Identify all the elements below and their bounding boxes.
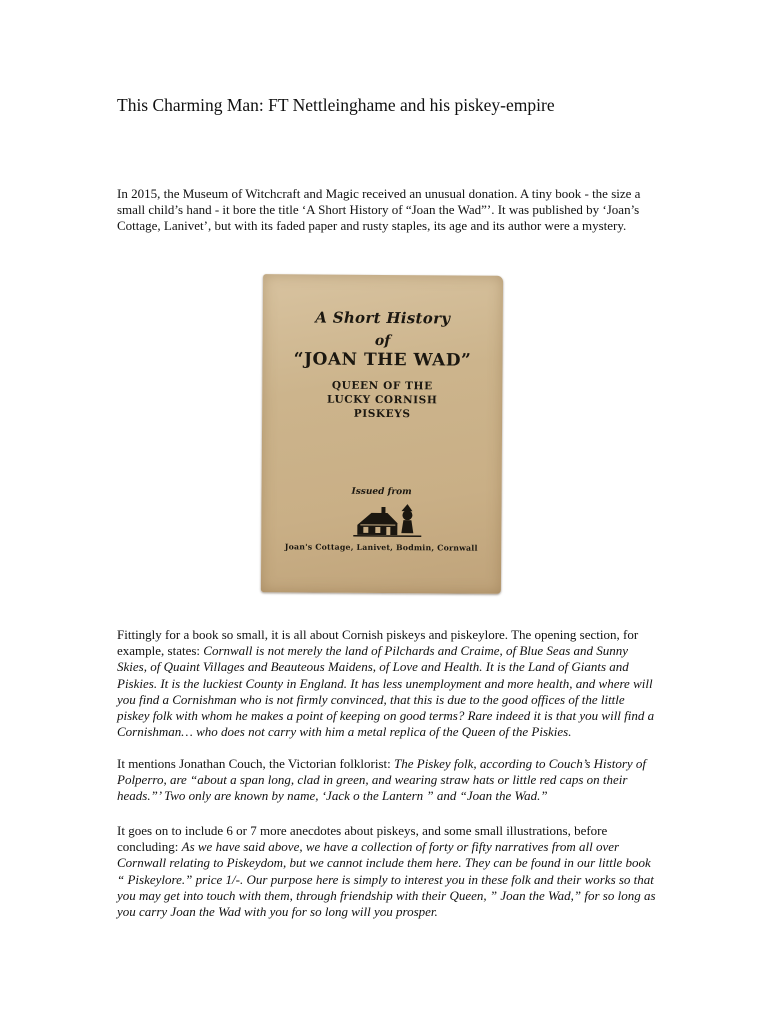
article-title: This Charming Man: FT Nettleinghame and his piskey-empire bbox=[117, 95, 555, 115]
intro-paragraph: In 2015, the Museum of Witchcraft and Magic received an unusual donation. A tiny book - the size a small child’s hand - it bore the title ‘A Short History of “Joan the Wad”’. It was published by ‘Joan’s Cottage, Lanivet’, but with its faded paper and rusty staples, its age and its author were a mystery. bbox=[117, 186, 641, 234]
quotation-text: Cornwall is not merely the land of Pilchards and Craime, of Blue Seas and Sunny Skies, of Quaint Villages and Beauteous Maidens, of Love and Health. It is the Land of Giants and Piskies. It is the luckiest County in England. It has less unemployment and more health, and where will you find a Cornishman who is not firmly convinced, that this is due to the good offices of the little piskey folk with whom he makes a point of keeping on good terms? Rare indeed it is that you will find a Cornishman… who does not carry with him a metal replica of the Queen of the Piskies. bbox=[117, 643, 655, 740]
cottage-illustration-icon bbox=[351, 503, 423, 540]
booklet-issued-from: Issued from bbox=[351, 486, 412, 498]
paragraph-text: It mentions Jonathan Couch, the Victorian folklorist: bbox=[117, 756, 394, 771]
booklet-subtitle: QUEEN OF THE LUCKY CORNISH PISKEYS bbox=[327, 379, 438, 421]
quotation-text: As we have said above, we have a collection of forty or fifty narratives from all over Cornwall relating to Piskeydom, but we cannot include them here. They can be found in our little book “ Piskeylore.” price 1/-. Our purpose here is simply to interest you in these folk and their works so that you may get into touch with them, through friendship with their Queen, ” Joan the Wad,” for so long as you carry Joan the Wad with you for so long will you prosper. bbox=[117, 839, 656, 920]
booklet-photo bbox=[258, 271, 510, 599]
paragraph-conclusion bbox=[117, 823, 657, 920]
paragraph-couch bbox=[117, 756, 657, 805]
quotation-text: The Piskey folk, according to Couch’s History of Polperro, are “about a span long, clad in green, and wearing straw hats or little red caps on their heads.”’ Two only are known by name, ‘Jack o the Lantern ” and “Joan the Wad.” bbox=[117, 756, 647, 804]
paragraph-text: It goes on to include 6 or 7 more anecdotes about piskeys, and some small illustrations, before concluding: bbox=[117, 823, 608, 855]
booklet-cover bbox=[261, 274, 503, 594]
paragraph-opening-section bbox=[117, 627, 657, 740]
booklet-title-line2: of bbox=[374, 332, 391, 350]
booklet-title-line1: A Short History bbox=[315, 308, 451, 328]
booklet-address: Joan's Cottage, Lanivet, Bodmin, Cornwall bbox=[284, 542, 478, 553]
paragraph-text: Fittingly for a book so small, it is all about Cornish piskeys and piskeylore. The opening section, for example, states: bbox=[117, 627, 639, 659]
booklet-title-line3: “JOAN THE WAD” bbox=[293, 349, 472, 371]
